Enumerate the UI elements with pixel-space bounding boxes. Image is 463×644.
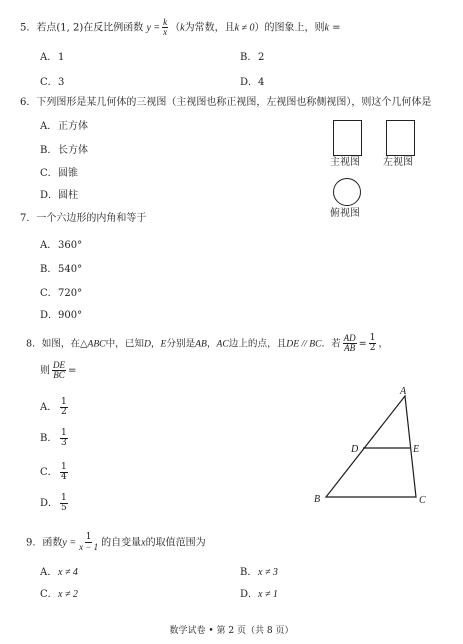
question-number: 6． bbox=[20, 97, 37, 108]
left-view-label: 左视图 bbox=[383, 157, 413, 168]
q6-option-d: D．圆柱 bbox=[40, 190, 78, 201]
q7-option-c: C．720° bbox=[40, 288, 83, 299]
q5-option-d: D．4 bbox=[240, 77, 265, 88]
q6-option-c: C．圆锥 bbox=[40, 168, 78, 179]
question-number: 5． bbox=[20, 22, 37, 34]
question-9-stem: 9．函数y = $\frac{1}{x - 1}$ 的自变量x的取值范围为 bbox=[26, 532, 206, 553]
question-6-stem: 6．下列图形是某几何体的三视图（主视图也称正视图，左视图也称侧视图），则这个几何体是 bbox=[20, 97, 432, 108]
question-5-stem: 5．若点(1, 2)在反比例函数 y = $\frac{k}{x}$ （k为常数，且k ≠ 0）的图象上，则k = bbox=[20, 17, 341, 38]
q6-option-a: A．正方体 bbox=[40, 121, 88, 132]
top-view-label: 俯视图 bbox=[330, 208, 360, 219]
q9-option-d: D．x ≠ 1 bbox=[240, 589, 278, 600]
q6-option-b: B．长方体 bbox=[40, 145, 88, 156]
question-8-ask: 则 $\frac{DE}{BC}$ = bbox=[40, 360, 77, 381]
question-number: 8． bbox=[26, 338, 42, 350]
vertex-label-b: B bbox=[314, 494, 321, 505]
q7-option-d: D．900° bbox=[40, 310, 83, 321]
q5-option-a: A．1 bbox=[40, 52, 65, 63]
q5-option-b: B．2 bbox=[240, 52, 265, 63]
fraction-k-over-x: $\frac{k}{x}$ bbox=[163, 17, 168, 38]
question-number: 9． bbox=[26, 537, 43, 549]
vertex-label-c: C bbox=[419, 495, 426, 506]
question-7-stem: 7．一个六边形的内角和等于 bbox=[20, 213, 147, 224]
q7-option-a: A．360° bbox=[40, 240, 83, 251]
top-view-circle bbox=[333, 178, 361, 206]
q8-option-a: A． $\frac{1}{2}$ bbox=[40, 397, 67, 418]
q9-option-b: B．x ≠ 3 bbox=[240, 567, 278, 578]
fraction-de-over-bc: $\frac{DE}{BC}$ bbox=[53, 360, 65, 381]
triangle-abc bbox=[326, 396, 416, 497]
q8-option-b: B． $\frac{1}{3}$ bbox=[40, 428, 67, 449]
q8-option-d: D． $\frac{1}{5}$ bbox=[40, 493, 67, 514]
fraction-ad-over-ab: $\frac{AD}{AB}$ bbox=[343, 333, 356, 354]
q9-option-c: C．x ≠ 2 bbox=[40, 589, 78, 600]
question-8-stem: 8．如图，在△ABC中，已知D，E分别是AB，AC边上的点，且DE // BC．若 $\frac{AD}{AB}$ = $\frac{1}{2}$ ， bbox=[26, 333, 389, 354]
q5-option-c: C．3 bbox=[40, 77, 65, 88]
q9-option-a: A．x ≠ 4 bbox=[40, 567, 78, 578]
fraction-one-half: $\frac{1}{2}$ bbox=[369, 333, 376, 354]
q8-option-c: C． $\frac{1}{4}$ bbox=[40, 462, 67, 483]
point-coordinates: (1, 2) bbox=[56, 22, 84, 34]
front-view-label: 主视图 bbox=[330, 157, 360, 168]
vertex-label-a: A bbox=[400, 386, 407, 397]
left-view-rectangle bbox=[386, 120, 415, 156]
point-label-d: D bbox=[351, 444, 359, 455]
fraction-one-over-x-minus-one: $\frac{1}{x - 1}$ bbox=[79, 532, 99, 553]
point-label-e: E bbox=[413, 444, 420, 455]
front-view-rectangle bbox=[333, 120, 362, 156]
q7-option-b: B．540° bbox=[40, 264, 83, 275]
page-footer: 数学试卷 • 第 2 页（共 8 页） bbox=[169, 626, 294, 636]
question-number: 7． bbox=[20, 213, 37, 224]
